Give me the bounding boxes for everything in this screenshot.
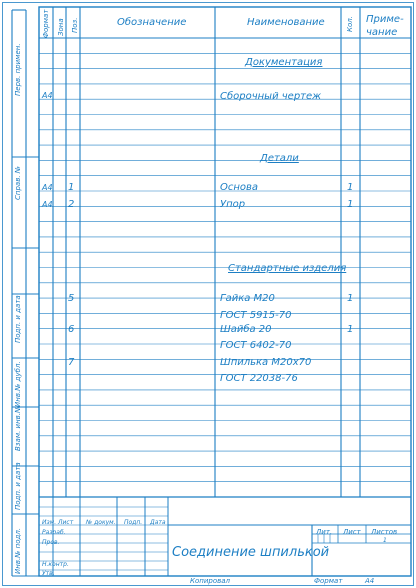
- tb-lit: Лит.: [316, 528, 333, 536]
- tb-izm: Изм.: [42, 519, 57, 526]
- tb-sheets-value: 1: [383, 537, 387, 544]
- header-zone: Зона: [57, 18, 65, 36]
- row-standard: ГОСТ 22038-76: [220, 373, 298, 384]
- header-format: Формат: [42, 9, 50, 38]
- row-standard: ГОСТ 5915-70: [220, 310, 292, 321]
- row-qty: 1: [347, 324, 354, 335]
- footer-format-value: А4: [365, 577, 375, 585]
- row-pos: 5: [68, 293, 75, 304]
- side-label-inv-podl: Инв.№ подл.: [14, 527, 22, 574]
- header-name: Наименование: [247, 17, 325, 28]
- tb-ndokum: № докум.: [86, 519, 116, 526]
- footer-format-label: Формат: [314, 577, 343, 585]
- tb-title: Соединение шпилькой: [172, 545, 330, 560]
- side-label-podp2: Подп. и дата: [14, 462, 22, 510]
- tb-nkontr: Н.контр.: [42, 561, 69, 568]
- tb-sheets: Листов: [371, 528, 398, 536]
- side-label-sprav: Справ. №: [14, 165, 22, 200]
- row-qty: 1: [347, 182, 354, 193]
- tb-utv: Утв.: [42, 570, 55, 577]
- row-standard: ГОСТ 6402-70: [220, 340, 292, 351]
- header-qty: Кол.: [346, 16, 354, 32]
- row-pos: 7: [68, 357, 75, 368]
- row-format: А4: [42, 200, 53, 209]
- row-name: Основа: [220, 182, 259, 193]
- row-format: А4: [42, 183, 53, 192]
- section-standard: Стандартные изделия: [228, 263, 347, 274]
- row-name: Шайба 20: [220, 324, 272, 335]
- row-name: Сборочный чертеж: [220, 91, 322, 102]
- tb-razrab: Разраб.: [42, 529, 66, 536]
- tb-sheet: Лист: [343, 528, 361, 536]
- header-pos: Поз.: [71, 17, 79, 33]
- section-details: Детали: [260, 153, 299, 164]
- row-pos: 1: [68, 182, 75, 193]
- side-label-inv-dubl: Инв.№ дубл.: [14, 361, 22, 407]
- side-label-perv: Перв. примен.: [14, 43, 22, 96]
- side-label-podp1: Подп. и дата: [14, 295, 22, 343]
- row-pos: 2: [68, 199, 75, 210]
- row-name: Гайка М20: [220, 293, 275, 304]
- section-documentation: Документация: [245, 57, 323, 68]
- row-name: Шпилька М20х70: [220, 357, 312, 368]
- row-pos: 6: [68, 324, 75, 335]
- header-designation: Обозначение: [117, 17, 187, 28]
- row-format: А4: [42, 91, 53, 100]
- tb-list: Лист: [58, 519, 74, 526]
- row-qty: 1: [347, 293, 354, 304]
- side-label-vzam: Взам. инв.№: [14, 405, 22, 451]
- tb-prov: Пров.: [42, 539, 60, 546]
- tb-data: Дата: [150, 519, 166, 526]
- tb-podp: Подп.: [124, 519, 143, 526]
- header-note: Приме- чание: [366, 14, 404, 38]
- row-name: Упор: [220, 199, 246, 210]
- row-qty: 1: [347, 199, 354, 210]
- footer-copied: Копировал: [190, 577, 230, 585]
